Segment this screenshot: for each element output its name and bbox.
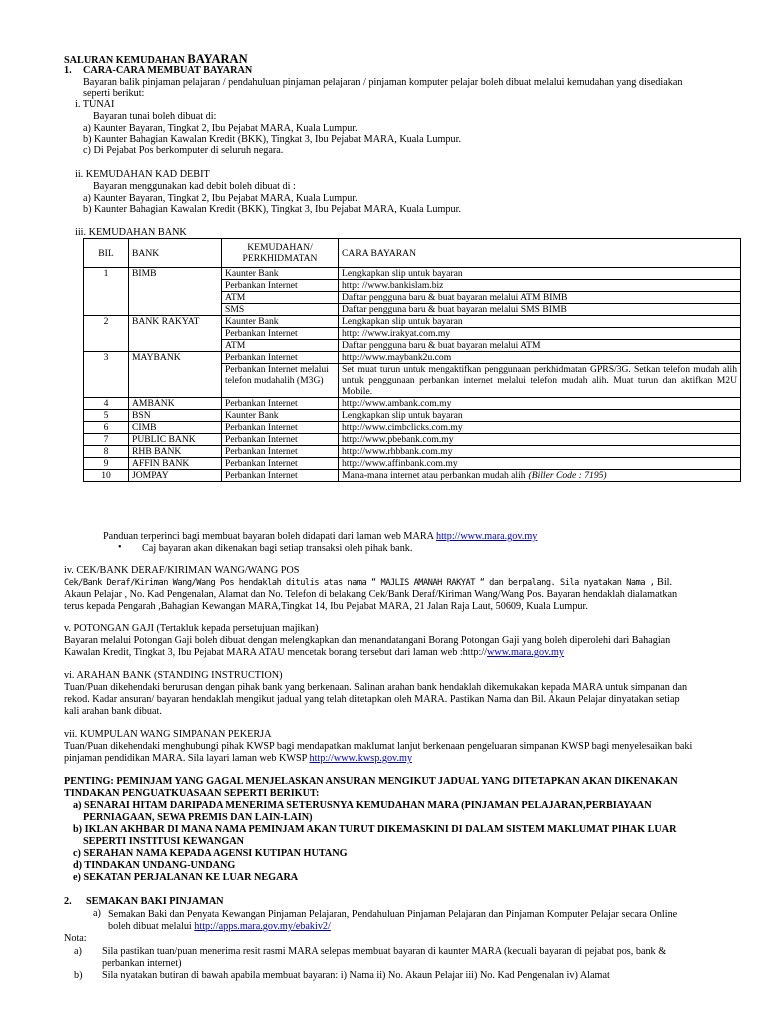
nota-a-line-2: perbankan internet) [102,958,182,969]
nota-label: Nota: [64,933,87,944]
cell-kemudahan: Kaunter Bank [222,268,339,280]
cara-bayaran-text: http: //www.bankislam.biz [342,280,444,291]
cell-cara-bayaran [339,280,741,292]
arahan-line-3: kali arahan bank dibuat. [64,706,162,717]
penting-item-a-2: PERNIAGAAN, SEWA PREMIS DAN LAIN-LAIN) [83,812,313,823]
document-title: SALURAN KEMUDAHAN BAYARAN [64,52,248,66]
cell-cara-bayaran [339,340,741,352]
section-2-heading: SEMAKAN BAKI PINJAMAN [86,896,224,907]
cara-bayaran-text: http://www.ambank.com.my [342,398,452,409]
cell-bank: AMBANK [129,398,222,410]
arahan-line-2: rekod. Kadar ansuran/ bayaran hendaklah mengikut jadual yang telah ditetapkan oleh MARA. Pastikan Nama dan Bil. Akaun Pelajar dinyatakan setiap [64,694,680,705]
penting-item-d: d) TINDAKAN UNDANG-UNDANG [73,860,236,871]
cell-cara-bayaran [339,328,741,340]
arahan-heading: vi. ARAHAN BANK (STANDING INSTRUCTION) [64,670,283,681]
s2-a-label: a) [93,908,101,919]
cara-bayaran-text: Daftar pengguna baru & buat bayaran melalui ATM [342,340,541,351]
cell-bank: BIMB [129,268,222,316]
cara-bayaran-text: http://www.pbebank.com.my [342,434,454,445]
cell-bil: 7 [84,434,129,446]
biller-code: (Biller Code : 7195) [528,470,607,481]
cell-bil: 5 [84,410,129,422]
cell-kemudahan: Perbankan Internet [222,470,339,482]
gaji-heading: v. POTONGAN GAJI (Tertakluk kepada persetujuan majikan) [64,623,319,634]
cell-bil: 6 [84,422,129,434]
cek-heading: iv. CEK/BANK DERAF/KIRIMAN WANG/WANG POS [64,565,300,576]
cell-cara-bayaran [339,268,741,280]
penting-item-c: c) SERAHAN NAMA KEPADA AGENSI KUTIPAN HUTANG [73,848,348,859]
cell-kemudahan: ATM [222,292,339,304]
arahan-line-1: Tuan/Puan dikehendaki berurusan dengan pihak bank yang berkenaan. Salinan arahan bank hendaklah dikemukakan kepada MARA untuk simpanan dan [64,682,688,693]
table-header-row [84,239,741,268]
section-1-intro: Bayaran balik pinjaman pelajaran / pendahuluan pinjaman pelajaran / pinjaman komputer pelajar boleh dibuat melalui kemudahan yang disediakan [83,77,683,88]
cara-bayaran-text: Lengkapkan slip untuk bayaran [342,316,463,327]
cara-bayaran-text: http: //www.irakyat.com.my [342,328,451,339]
cell-cara-bayaran [339,458,741,470]
cell-kemudahan: Perbankan Internet [222,434,339,446]
cell-bil: 10 [84,470,129,482]
debit-item-b: b) Kaunter Bahagian Kawalan Kredit (BKK), Tingkat 3, Ibu Pejabat MARA, Kuala Lumpur. [83,204,461,215]
penting-line-2: TINDAKAN PENGUATKUASAAN SEPERTI BERIKUT: [64,788,320,799]
cell-cara-bayaran [339,352,741,364]
cell-bank: BSN [129,410,222,422]
bank-table [83,238,741,482]
bullet-icon: • [118,542,122,553]
table-row [84,268,741,280]
penting-item-b-2: SEPERTI INSTITUSI KEWANGAN [83,836,244,847]
cell-kemudahan: Perbankan Internet melalui telefon mudahalih (M3G) [222,364,339,398]
header-cara-bayaran: CARA BAYARAN [339,239,741,268]
header-kemudahan: KEMUDAHAN/ PERKHIDMATAN [222,239,339,268]
s2-a-line-2: boleh dibuat melalui http://apps.mara.gov.my/ebakiv2/ [108,921,331,932]
tunai-text: Bayaran tunai boleh dibuat di: [93,111,217,122]
cara-bayaran-text: Lengkapkan slip untuk bayaran [342,268,463,279]
cara-bayaran-text: http://www.affinbank.com.my [342,458,458,469]
bank-heading: iii. KEMUDAHAN BANK [75,227,187,238]
table-row [84,458,741,470]
nota-a-line-1: Sila pastikan tuan/puan menerima resit rasmi MARA selepas membuat bayaran di kaunter MARA (kecuali bayaran di pejabat pos, bank & [102,946,667,957]
section-1-intro-2: seperti berikut: [83,88,145,99]
penting-item-b: b) IKLAN AKHBAR DI MANA NAMA PEMINJAM AKAN TURUT DIKEMASKINI DI DALAM SISTEM MAKLUMAT PIHAK LUAR [73,824,677,835]
cell-kemudahan: Perbankan Internet [222,280,339,292]
gaji-line-1: Bayaran melalui Potongan Gaji boleh dibuat dengan melengkapkan dan menandatangani Borang Potongan Gaji yang boleh diperolehi dari Bahagian [64,635,671,646]
cell-cara-bayaran [339,470,741,482]
cell-bil: 9 [84,458,129,470]
nota-b-label: b) [74,970,83,981]
table-row [84,316,741,328]
cell-kemudahan: Perbankan Internet [222,422,339,434]
nota-b-text: Sila nyatakan butiran di bawah apabila membuat bayaran: i) Nama ii) No. Akaun Pelajar iii) No. Kad Pengenalan iv) Alamat [102,970,610,981]
cell-cara-bayaran [339,316,741,328]
cell-bank: PUBLIC BANK [129,434,222,446]
tunai-item-a: a) Kaunter Bayaran, Tingkat 2, Ibu Pejabat MARA, Kuala Lumpur. [83,123,358,134]
table-row [84,470,741,482]
cell-bil: 8 [84,446,129,458]
tunai-item-c: c) Di Pejabat Pos berkomputer di seluruh negara. [83,145,284,156]
gaji-link[interactable]: www.mara.gov.my [487,647,565,658]
cara-bayaran-text: Mana-mana internet atau perbankan mudah alih [342,470,526,481]
table-row [84,434,741,446]
cell-bank: BANK RAKYAT [129,316,222,352]
cell-cara-bayaran [339,292,741,304]
penting-item-a: a) SENARAI HITAM DARIPADA MENERIMA SETERUSNYA KEMUDAHAN MARA (PINJAMAN PELAJARAN,PERBIAYAAN [73,800,652,811]
cell-kemudahan: SMS [222,304,339,316]
cell-bil: 1 [84,268,129,316]
nota-a-label: a) [74,946,82,957]
section-1-number: 1. [64,65,72,76]
cell-kemudahan: Perbankan Internet [222,352,339,364]
section-1-heading: CARA-CARA MEMBUAT BAYARAN [83,65,253,76]
cell-cara-bayaran [339,446,741,458]
table-row [84,352,741,364]
mara-link[interactable]: http://www.mara.gov.my [435,531,538,542]
cara-bayaran-text: Daftar pengguna baru & buat bayaran melalui SMS BIMB [342,304,567,315]
table-row [84,410,741,422]
tunai-heading: i. TUNAI [75,99,115,110]
cell-cara-bayaran [339,398,741,410]
kwsp-line-1: Tuan/Puan dikehendaki menghubungi pihak KWSP bagi mendapatkan maklumat lanjut berkenaan pengeluaran simpanan KWSP bagi menyelesaikan baki [64,741,693,752]
cell-cara-bayaran [339,410,741,422]
cara-bayaran-text: Set muat turun untuk mengaktifkan penggunaan perkhidmatan GPRS/3G. Setkan telefon mudah alih untuk penggunaan perbankan internet melalui telefon mudah alih. Muat turun dan aktifkan M2U Mobile. [342,364,737,397]
kwsp-line-2: pinjaman pendidikan MARA. Sila layari laman web KWSP http://www.kwsp.gov.my [64,753,413,764]
cell-cara-bayaran [339,434,741,446]
cell-bank: RHB BANK [129,446,222,458]
cell-kemudahan: ATM [222,340,339,352]
table-row [84,422,741,434]
cell-bank: MAYBANK [129,352,222,398]
debit-heading: ii. KEMUDAHAN KAD DEBIT [75,169,210,180]
table-row [84,398,741,410]
s2-a-line-1: Semakan Baki dan Penyata Kewangan Pinjaman Pelajaran, Pendahuluan Pinjaman Pelajaran dan Pinjaman Komputer Pelajar secara Online [108,909,678,920]
kwsp-heading: vii. KUMPULAN WANG SIMPANAN PEKERJA [64,729,272,740]
cell-cara-bayaran [339,422,741,434]
header-bank: BANK [129,239,222,268]
cek-line-1: Cek/Bank Deraf/Kiriman Wang/Wang Pos hendaklah ditulis atas nama “ MAJLIS AMANAH RAKYAT “ dan berpalang. Sila nyatakan Nama , Bil. [64,577,673,588]
panduan-text: Panduan terperinci bagi membuat bayaran boleh didapati dari laman web MARA http://www.mara.gov.my [103,531,538,542]
cell-kemudahan: Perbankan Internet [222,446,339,458]
cell-cara-bayaran [339,304,741,316]
cell-bil: 4 [84,398,129,410]
tunai-item-b: b) Kaunter Bahagian Kawalan Kredit (BKK), Tingkat 3, Ibu Pejabat MARA, Kuala Lumpur. [83,134,461,145]
penting-line-1: PENTING: PEMINJAM YANG GAGAL MENJELASKAN ANSURAN MENGIKUT JADUAL YANG DITETAPKAN AKAN DIKENAKAN [64,776,678,787]
section-2-number: 2. [64,896,72,907]
cara-bayaran-text: http://www.cimbclicks.com.my [342,422,463,433]
cara-bayaran-text: http://www.rhbbank.com.my [342,446,453,457]
cell-bil: 2 [84,316,129,352]
cell-kemudahan: Kaunter Bank [222,410,339,422]
header-bil: BIL [84,239,129,268]
table-row [84,446,741,458]
cek-line-2: Akaun Pelajar , No. Kad Pengenalan, Alamat dan No. Telefon di belakang Cek/Bank Deraf/Kiriman Wang/Wang Pos. Bayaran hendaklah dialamatkan [64,589,678,600]
cell-bank: AFFIN BANK [129,458,222,470]
cara-bayaran-text: Lengkapkan slip untuk bayaran [342,410,463,421]
penting-item-e: e) SEKATAN PERJALANAN KE LUAR NEGARA [73,872,299,883]
cara-bayaran-text: http://www.maybank2u.com [342,352,452,363]
cell-bil: 3 [84,352,129,398]
debit-item-a: a) Kaunter Bayaran, Tingkat 2, Ibu Pejabat MARA, Kuala Lumpur. [83,193,358,204]
cell-bank: CIMB [129,422,222,434]
cek-line-3: terus kepada Pengarah ,Bahagian Kewangan MARA,Tingkat 14, Ibu Pejabat MARA, 21 Jalan Raja Laut, 50609, Kuala Lumpur. [64,601,588,612]
cell-cara-bayaran [339,364,741,398]
cell-kemudahan: Kaunter Bank [222,316,339,328]
ebaki-link[interactable]: http://apps.mara.gov.my/ebakiv2/ [194,921,331,932]
kwsp-link[interactable]: http://www.kwsp.gov.my [309,753,413,764]
cell-kemudahan: Perbankan Internet [222,398,339,410]
cell-kemudahan: Perbankan Internet [222,328,339,340]
debit-text: Bayaran menggunakan kad debit boleh dibuat di : [93,181,296,192]
caj-text: Caj bayaran akan dikenakan bagi setiap transaksi oleh pihak bank. [142,543,413,554]
gaji-line-2: Kawalan Kredit, Tingkat 3, Ibu Pejabat MARA ATAU mencetak borang tersebut dari laman web :http://www.mara.gov.my [64,647,565,658]
cell-bank: JOMPAY [129,470,222,482]
cell-kemudahan: Perbankan Internet [222,458,339,470]
cara-bayaran-text: Daftar pengguna baru & buat bayaran melalui ATM BIMB [342,292,568,303]
